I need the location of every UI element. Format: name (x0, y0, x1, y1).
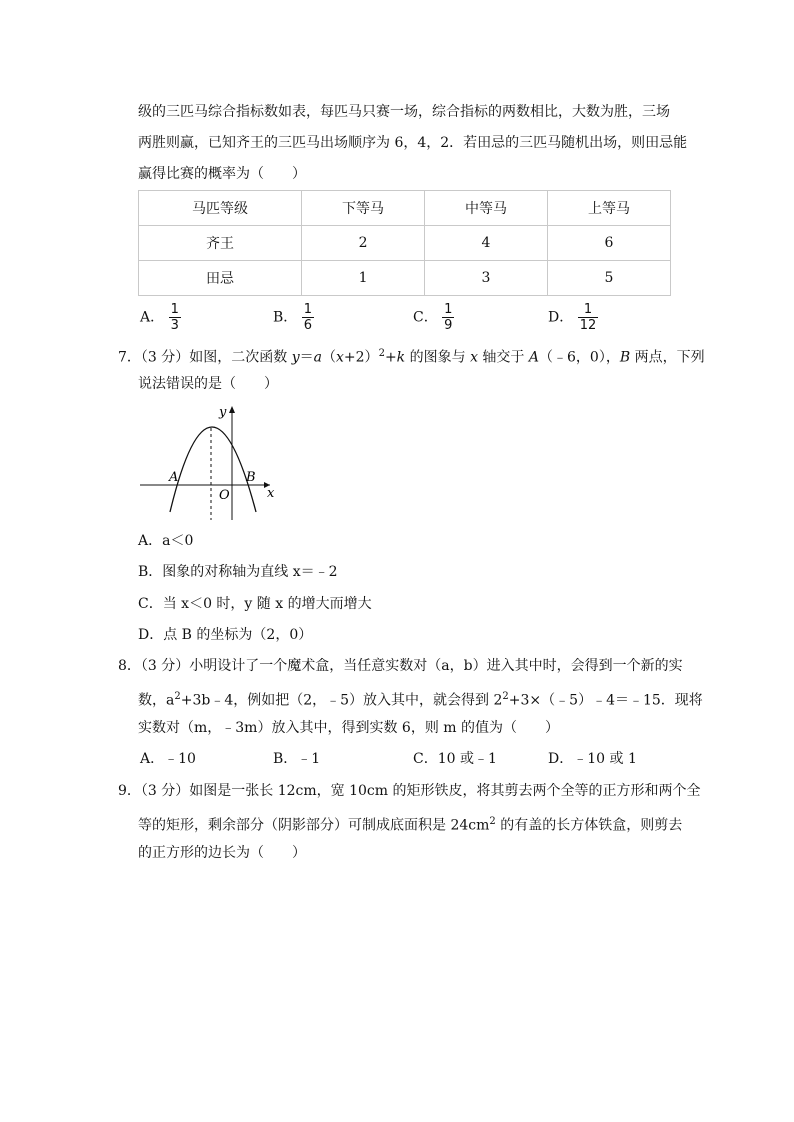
table-cell: 1 (302, 261, 425, 296)
q7-option-c[interactable] (138, 594, 372, 614)
q6-text-line-1: 级的三匹马综合指标数如表，每匹马只赛一场，综合指标的两数相比，大数为胜，三场 (138, 104, 670, 120)
table-row (139, 226, 671, 261)
table-cell: 2 (302, 226, 425, 261)
horse-rating-table (138, 190, 671, 296)
q8-text-line-1 (118, 656, 683, 676)
table-cell: 6 (548, 226, 671, 261)
option-text: ﹣10 或 1 (573, 751, 637, 767)
option-label: B． (138, 564, 163, 580)
q7-text-segment: （﹣6，0）， (539, 349, 620, 366)
question-number: 7． (118, 349, 141, 366)
q6-text-line-3: 赢得比赛的概率为（ ） (138, 166, 306, 182)
option-label: C． (413, 751, 438, 767)
table-row (139, 261, 671, 296)
fraction-denominator: 3 (170, 318, 179, 333)
q7-text-segment: 轴交于 (477, 349, 529, 366)
q8-text-segment: +3×（﹣5）﹣4＝﹣15．现将 (508, 692, 703, 709)
option-label: C． (138, 596, 163, 612)
q9-text-segment: 的有盖的长方体铁盒，则剪去 (495, 817, 683, 834)
math-exponent: 2 (489, 816, 496, 827)
option-text: a＜0 (162, 533, 194, 549)
q7-option-b[interactable] (138, 562, 338, 582)
math-symbol: ＝ (299, 349, 314, 366)
y-axis-label: y (219, 405, 227, 420)
math-exponent: 2 (174, 691, 181, 702)
q8-option-b[interactable] (273, 749, 320, 769)
option-fraction (578, 302, 599, 333)
option-label: D． (138, 627, 164, 643)
table-cell: 齐王 (139, 226, 302, 261)
y-axis-arrow (229, 406, 235, 413)
math-variable: B (619, 349, 631, 366)
math-exponent: 2 (378, 348, 385, 359)
option-label: B． (273, 751, 298, 767)
math-symbol: （ (322, 349, 337, 366)
math-variable: y (291, 349, 300, 366)
q8-text-line-3: 实数对（m，﹣3m）放入其中，得到实数 6，则 m 的值为（ ） (138, 720, 559, 736)
q8-option-a[interactable] (140, 749, 196, 769)
math-variable: a (313, 349, 323, 366)
option-label: A． (138, 533, 163, 549)
x-axis-label: x (267, 486, 275, 501)
option-text: 10 或﹣1 (437, 751, 497, 767)
q8-text-segment: +3b﹣4，例如把（2，﹣5）放入其中，就会得到 2 (180, 692, 503, 709)
table-header-cell: 上等马 (548, 191, 671, 226)
table-header-cell: 马匹等级 (139, 191, 302, 226)
q7-text-line-2: 说法错误的是（ ） (138, 376, 278, 392)
math-variable: A (528, 349, 539, 366)
q9-text-segment: 如图是一张长 12cm，宽 10cm 的矩形铁皮，将其剪去两个全等的正方形和两个全 (189, 783, 701, 799)
fraction-denominator: 12 (579, 318, 597, 333)
table-header-row (139, 191, 671, 226)
parabola-curve (170, 427, 256, 512)
q8-text-line-2 (138, 687, 703, 711)
fraction-numerator: 1 (303, 302, 313, 317)
table-cell: 5 (548, 261, 671, 296)
option-label: C． (413, 309, 438, 326)
q6-option-d[interactable] (548, 302, 598, 333)
option-label: B． (273, 309, 298, 326)
option-text: ﹣1 (297, 751, 321, 767)
point-a-label: A (169, 470, 179, 485)
q9-text-segment: 等的矩形，剩余部分（阴影部分）可制成底面积是 24cm (138, 817, 490, 834)
option-text: 当 x＜0 时，y 随 x 的增大而增大 (162, 596, 372, 612)
option-label: D． (548, 751, 574, 767)
q9-text-line-2 (138, 812, 682, 836)
q9-text-line-3: 的正方形的边长为（ ） (138, 845, 306, 861)
option-label: A． (140, 309, 165, 326)
math-variable: k (396, 349, 406, 366)
table-header-cell: 下等马 (302, 191, 425, 226)
q8-option-d[interactable] (548, 749, 637, 769)
q8-text-segment: 数，a (138, 692, 175, 709)
q6-text-line-2: 两胜则赢，已知齐王的三匹马出场顺序为 6，4，2．若田忌的三匹马随机出场，则田忌能 (138, 135, 688, 151)
point-b-label: B (246, 470, 256, 485)
option-label: A． (140, 751, 165, 767)
parabola-graph (136, 400, 286, 525)
question-score: （3 分） (140, 658, 190, 674)
option-text: 图象的对称轴为直线 x＝﹣2 (162, 564, 338, 580)
table-cell: 4 (425, 226, 548, 261)
q7-text-line-1 (118, 344, 705, 368)
q7-text-segment: 两点，下列 (630, 349, 705, 366)
q8-text-segment: 小明设计了一个魔术盒，当任意实数对（a，b）进入其中时，会得到一个新的实 (189, 658, 683, 674)
q7-option-d[interactable] (138, 625, 312, 645)
option-text: ﹣10 (164, 751, 196, 767)
fraction-denominator: 9 (444, 318, 453, 333)
q6-option-a[interactable] (140, 302, 181, 333)
math-exponent: 2 (502, 691, 509, 702)
option-fraction (302, 302, 314, 333)
fraction-numerator: 1 (578, 302, 599, 318)
table-header-cell: 中等马 (425, 191, 548, 226)
question-number: 8． (118, 658, 141, 674)
math-symbol: + (384, 349, 397, 366)
table-cell: 田忌 (139, 261, 302, 296)
fraction-denominator: 6 (303, 318, 313, 333)
question-score: （3 分） (140, 783, 190, 799)
q6-option-b[interactable] (273, 302, 314, 333)
question-number: 9． (118, 783, 141, 799)
origin-label: O (219, 488, 230, 503)
math-symbol: +2） (343, 349, 379, 366)
fraction-numerator: 1 (444, 302, 453, 317)
q9-text-line-1 (118, 781, 701, 801)
q6-option-c[interactable] (413, 302, 454, 333)
fraction-numerator: 1 (170, 302, 179, 317)
q7-text-segment: 如图，二次函数 (189, 349, 292, 366)
option-fraction (169, 302, 181, 333)
option-fraction (442, 302, 454, 333)
question-score: （3 分） (140, 349, 190, 366)
option-label: D． (548, 309, 574, 326)
q8-option-c[interactable] (413, 749, 497, 769)
option-text: 点 B 的坐标为（2，0） (163, 627, 313, 643)
math-variable: x (336, 349, 344, 366)
math-variable: x (470, 349, 478, 366)
table-cell: 3 (425, 261, 548, 296)
q7-option-a[interactable] (138, 531, 193, 551)
q7-text-segment: 的图象与 (405, 349, 471, 366)
